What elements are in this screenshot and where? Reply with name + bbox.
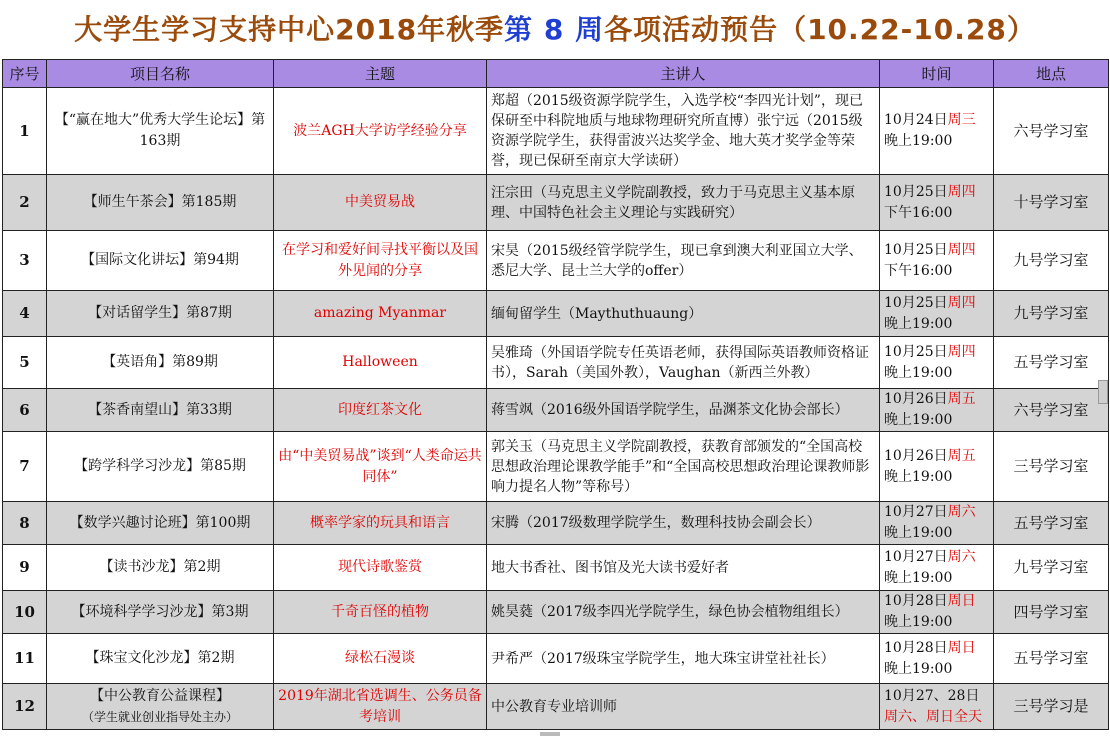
project-name: 【对话留学生】第87期 [88,305,232,321]
speaker: 吴雅琦（外国语学院专任英语老师，获得国际英语教师资格证书），Sarah（美国外教），Vaughan（新西兰外教） [487,337,880,389]
topic: 印度红茶文化 [274,389,487,432]
place: 九号学习室 [994,291,1109,337]
time-weekday: 周四 [947,343,976,360]
project-name-cell [47,684,274,730]
speaker: 姚昊蕤（2017级李四光学院学生，绿色协会植物组组长） [487,591,880,634]
project-name-cell [47,591,274,634]
time-clock: 晚上19:00 [884,468,953,485]
header-speaker: 主讲人 [487,60,880,88]
title-week: 第 8 周 [504,13,605,46]
table-row [3,389,1109,432]
time-cell [880,291,994,337]
time-weekday: 周六 [947,504,976,520]
time-weekday: 周四 [947,294,976,311]
row-number: 8 [3,502,47,545]
time-date: 10月26日 [884,447,948,464]
topic: 中美贸易战 [274,175,487,231]
table-row [3,502,1109,545]
table-row [3,88,1109,175]
table-row [3,432,1109,502]
speaker: 中公教育专业培训师 [487,684,880,730]
project-name: 【“赢在地大”优秀大学生论坛】第163期 [54,112,266,149]
header-row [3,60,1109,88]
time-date: 10月24日 [884,112,948,128]
row-number: 1 [3,88,47,175]
table-row [3,634,1109,684]
project-name: 【读书沙龙】第2期 [99,559,221,575]
row-number: 12 [3,684,47,730]
place: 五号学习室 [994,634,1109,684]
time-weekday: 周四 [947,183,976,200]
topic: 由“中美贸易战”谈到“人类命运共同体” [274,432,487,502]
project-name-cell [47,389,274,432]
time-cell [880,545,994,591]
project-name-cell [47,432,274,502]
project-name-cell [47,337,274,389]
project-name-cell [47,175,274,231]
time-cell [880,684,994,730]
time-clock: 晚上19:00 [884,364,953,381]
time-cell [880,389,994,432]
time-date: 10月25日 [884,343,948,360]
time-clock: 下午16:00 [884,204,953,221]
header-topic: 主题 [274,60,487,88]
row-number: 2 [3,175,47,231]
time-clock: 晚上19:00 [884,614,953,630]
project-name: 【中公教育公益课程】 [90,687,230,704]
topic: 波兰AGH大学访学经验分享 [274,88,487,175]
schedule-table [2,59,1109,730]
time-cell [880,502,994,545]
place: 四号学习室 [994,591,1109,634]
project-name-cell [47,545,274,591]
speaker: 蒋雪飒（2016级外国语学院学生，品渊茶文化协会部长） [487,389,880,432]
time-date: 10月27日 [884,504,948,520]
time-date: 10月25日 [884,294,948,311]
place: 九号学习室 [994,545,1109,591]
time-weekday: 周六、周日全天 [884,708,982,725]
time-cell [880,634,994,684]
project-name: 【英语角】第89期 [102,354,218,370]
header-place: 地点 [994,60,1109,88]
time-cell [880,88,994,175]
project-name: 【茶香南望山】第33期 [88,401,232,418]
time-clock: 下午16:00 [884,262,953,279]
place: 六号学习室 [994,389,1109,432]
speaker: 宋腾（2017级数理学院学生，数理科技协会副会长） [487,502,880,545]
time-clock: 晚上19:00 [884,660,953,677]
header-time: 时间 [880,60,994,88]
topic: 千奇百怪的植物 [274,591,487,634]
topic: Halloween [274,337,487,389]
time-date: 10月25日 [884,241,948,258]
time-date: 10月27、28日 [884,687,980,704]
time-weekday: 周三 [947,112,976,128]
time-date: 10月25日 [884,183,948,200]
scroll-handle[interactable] [1098,380,1108,404]
row-number: 9 [3,545,47,591]
row-number: 10 [3,591,47,634]
title-part3: 各项活动预告（10.22-10.28） [604,13,1036,46]
topic: 现代诗歌鉴赏 [274,545,487,591]
project-organizer: （学生就业创业指导处主办） [81,709,238,724]
place: 十号学习室 [994,175,1109,231]
header-name: 项目名称 [47,60,274,88]
place: 三号学习是 [994,684,1109,730]
table-row [3,545,1109,591]
time-weekday: 周五 [947,391,976,407]
project-name-cell [47,634,274,684]
project-name: 【师生午茶会】第185期 [83,194,237,210]
project-name-cell [47,88,274,175]
project-name: 【数学兴趣讨论班】第100期 [69,514,251,531]
time-clock: 晚上19:00 [884,315,953,332]
time-cell [880,432,994,502]
row-number: 7 [3,432,47,502]
resize-handle[interactable] [540,732,560,736]
time-date: 10月28日 [884,639,948,656]
topic: 在学习和爱好间寻找平衡以及国外见闻的分享 [274,231,487,291]
time-cell [880,591,994,634]
topic: 2019年湖北省选调生、公务员备考培训 [274,684,487,730]
table-row [3,591,1109,634]
place: 三号学习室 [994,432,1109,502]
title-part1: 大学生学习支持中心2018年秋季 [74,13,505,46]
table-row [3,684,1109,730]
project-name: 【环境科学学习沙龙】第3期 [71,603,249,620]
time-weekday: 周日 [947,639,976,656]
topic: 绿松石漫谈 [274,634,487,684]
speaker: 尹希严（2017级珠宝学院学生，地大珠宝讲堂社社长） [487,634,880,684]
time-weekday: 周四 [947,241,976,258]
topic: 概率学家的玩具和语言 [274,502,487,545]
table-row [3,175,1109,231]
header-no: 序号 [3,60,47,88]
time-clock: 晚上19:00 [884,525,953,541]
table-row [3,291,1109,337]
project-name-cell [47,231,274,291]
project-name-cell [47,502,274,545]
place: 九号学习室 [994,231,1109,291]
time-weekday: 周六 [947,548,976,565]
project-name: 【跨学科学习沙龙】第85期 [74,458,246,474]
speaker: 汪宗田（马克思主义学院副教授，致力于马克思主义基本原理、中国特色社会主义理论与实践研究） [487,175,880,231]
place: 五号学习室 [994,502,1109,545]
topic: amazing Myanmar [274,291,487,337]
project-name: 【国际文化讲坛】第94期 [81,252,239,268]
time-cell [880,231,994,291]
place: 五号学习室 [994,337,1109,389]
time-cell [880,175,994,231]
project-name-cell [47,291,274,337]
time-date: 10月26日 [884,391,948,407]
time-weekday: 周日 [947,593,976,609]
time-clock: 晚上19:00 [884,133,953,149]
time-weekday: 周五 [947,447,976,464]
speaker: 郭关玉（马克思主义学院副教授，获教育部颁发的“全国高校思想政治理论课教学能手”和“全国高校思想政治理论课教师影响力提名人物”等称号） [487,432,880,502]
speaker: 缅甸留学生（Maythuthuaung） [487,291,880,337]
speaker: 地大书香社、图书馆及光大读书爱好者 [487,545,880,591]
time-date: 10月28日 [884,593,948,609]
time-clock: 晚上19:00 [884,569,953,586]
table-row [3,337,1109,389]
table-row [3,231,1109,291]
speaker: 宋昊（2015级经管学院学生，现已拿到澳大利亚国立大学、悉尼大学、昆士兰大学的offer） [487,231,880,291]
project-name: 【珠宝文化沙龙】第2期 [85,650,235,666]
row-number: 4 [3,291,47,337]
place: 六号学习室 [994,88,1109,175]
speaker: 郑超（2015级资源学院学生，入选学校“李四光计划”，现已保研至中科院地质与地球物理研究所直博）张宁远（2015级资源学院学生，获得雷波兴达奖学金、地大英才奖学金等荣誉，现已保研至南京大学读研） [487,88,880,175]
time-cell [880,337,994,389]
time-clock: 晚上19:00 [884,412,953,428]
row-number: 6 [3,389,47,432]
time-date: 10月27日 [884,548,948,565]
row-number: 3 [3,231,47,291]
page-title [0,8,1110,48]
row-number: 11 [3,634,47,684]
row-number: 5 [3,337,47,389]
